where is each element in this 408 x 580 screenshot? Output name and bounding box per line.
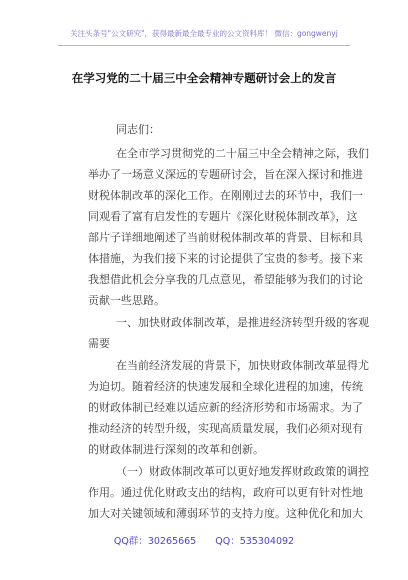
body-line: 的财政体制进行深刻的改革和创新。 <box>88 443 264 456</box>
section-heading: 一、加快财政体制改革，是推进经济转型升级的客观 <box>116 316 369 329</box>
body-line: 贡献一些思路。 <box>88 294 165 307</box>
footer-contact <box>0 533 408 547</box>
body-line: 推动经济的转型升级，实现高质量发展，我们必须对现有 <box>88 422 363 435</box>
body-line: 在当前经济发展的背景下，加快财政体制改革显得尤 <box>116 359 369 372</box>
footer-qq: QQ：535304092 <box>215 536 295 547</box>
body-line: 部片子详细地阐述了当前财税体制改革的背景、目标和具 <box>88 231 363 244</box>
body-line: 在全市学习贯彻党的二十届三中全会精神之际，我们 <box>116 147 369 160</box>
header-divider <box>58 45 350 46</box>
body-line: 同观看了富有启发性的专题片《深化财税体制改革》，这 <box>88 210 358 223</box>
body-line: 加大对关键领域和薄弱环节的支持力度。这种优化和加大 <box>88 507 363 520</box>
body-line: 为迫切。随着经济的快速发展和全球化进程的加速，传统 <box>88 380 363 393</box>
body-line: 的财政体制已经难以适应新的经济形势和市场需求。为了 <box>88 401 363 414</box>
greeting: 同志们： <box>116 123 160 136</box>
document-title: 在学习党的二十届三中全会精神专题研讨会上的发言 <box>71 71 337 85</box>
body-line: （一）财政体制改革可以更好地发挥财政政策的调控 <box>116 465 369 478</box>
body-line: 举办了一场意义深远的专题研讨会，旨在深入探讨和推进 <box>88 168 363 181</box>
body-line: 财税体制改革的深化工作。在刚刚过去的环节中，我们一 <box>88 189 363 202</box>
header-notice: 关注头条号"公文研究"，获得最新最全最专业的公文资料库！ 微信：gongwenyj <box>70 29 338 38</box>
body-line: 我想借此机会分享我的几点意见，希望能够为我们的讨论 <box>88 273 363 286</box>
body-line: 体措施，为我们接下来的讨论提供了宝贵的参考。接下来 <box>88 252 363 265</box>
body-line: 作用。通过优化财政支出的结构，政府可以更有针对性地 <box>88 486 363 499</box>
footer-qq-group: QQ群：30265665 <box>113 536 197 547</box>
section-heading-continued: 需要 <box>88 337 110 350</box>
